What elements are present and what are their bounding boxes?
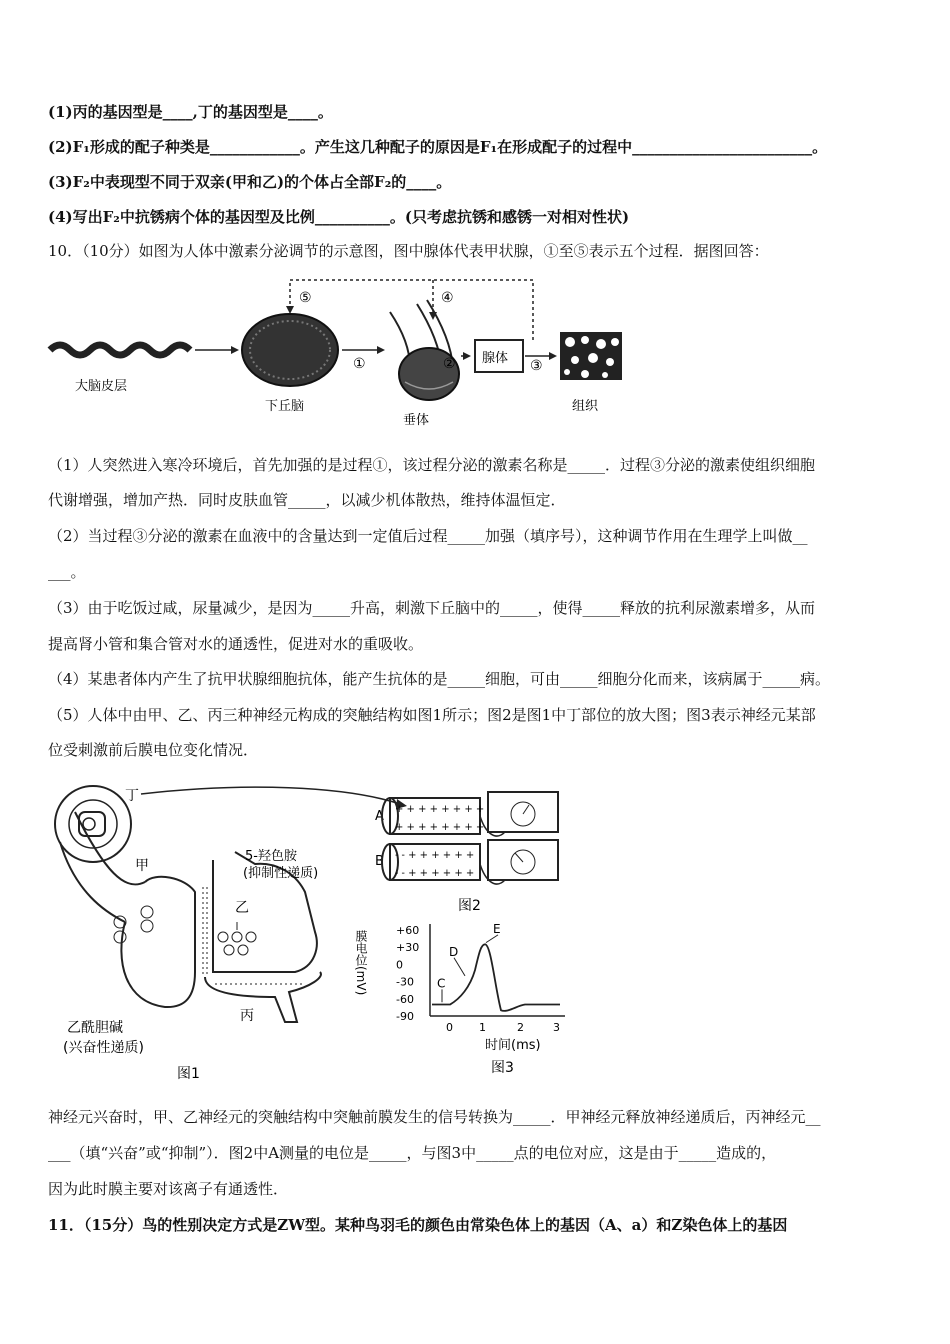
tissue-shape: [560, 332, 622, 380]
q10-s3-line2: 提高肾小管和集合管对水的通透性，促进对水的重吸收。: [48, 635, 424, 653]
q10-stem: 10．（10分）如图为人体中激素分泌调节的示意图，图中腺体代表甲状腺，①至⑤表示五个过程．据图回答：: [48, 242, 769, 260]
q10-s2-line1: （2）当过程③分泌的激素在血液中的含量达到一定值后过程_____加强（填序号），这种调节作用在生理学上叫做__: [48, 527, 808, 545]
ht-label-2: (抑制性递质): [243, 866, 319, 881]
gland-label: 腺体: [482, 351, 509, 366]
q10-s3-line1: （3）由于吃饭过咸，尿量减少，是因为_____升高，刺激下丘脑中的_____，使得_____释放的抗利尿激素增多，从而: [48, 599, 816, 617]
fig3-ylabel: 膜电位(mV): [354, 930, 368, 996]
q10-s2-line2: ___。: [48, 563, 86, 581]
hormone-regulation-diagram: [45, 272, 645, 442]
ach-label-2: (兴奋性递质): [63, 1040, 144, 1056]
q10-s5-line1: （5）人体中由甲、乙、丙三种神经元构成的突触结构如图1所示；图2是图1中丁部位的放大图；图3表示神经元某部: [48, 706, 816, 724]
fig3-ytick: -30: [396, 975, 414, 989]
fig3-ytick: +60: [396, 924, 420, 937]
svg-text:+ + + + + + + +: + + + + + + + +: [395, 804, 485, 815]
jia-label: 甲: [135, 858, 149, 874]
q10-t2: ___（填“兴奋”或“抑制”）．图2中A测量的电位是_____，与图3中_____点的电位对应，这是由于_____造成的，: [48, 1144, 777, 1162]
ach-label-1: 乙酰胆碱: [67, 1020, 123, 1036]
yi-label: 乙: [235, 900, 249, 916]
hypothalamus-label: 下丘脑: [265, 399, 305, 414]
q11-stem: 11．（15分）鸟的性别决定方式是ZW型。某种鸟羽毛的颜色由常染色体上的基因（A、a）和Z染色体上的基因: [48, 1216, 788, 1234]
fig3-point-label: C: [437, 976, 446, 991]
q10-s1-line2: 代谢增强，增加产热．同时皮肤血管_____，以减少机体散热，维持体温恒定．: [48, 491, 566, 509]
fig3-point-pointer: [486, 935, 498, 943]
fig3-ytick: -90: [396, 1010, 414, 1023]
hypothalamus-shape: [242, 314, 338, 386]
fig3-xlabel: 时间(ms): [485, 1038, 541, 1053]
step1-label: ①: [353, 356, 366, 372]
cerebral-cortex-shape: [50, 345, 190, 355]
q10-s1-line1: （1）人突然进入寒冷环境后，首先加强的是过程①，该过程分泌的激素名称是_____．过程③分泌的激素使组织细胞: [48, 456, 816, 474]
fig3-point-label: E: [493, 921, 501, 936]
fig2-b-label: B: [375, 854, 384, 869]
svg-text:- - + + + + + +: - - + + + + + +: [395, 850, 475, 861]
fig3-point-pointer: [454, 958, 465, 976]
fig3-xtick: 3: [553, 1021, 560, 1034]
step4-label: ④: [441, 290, 454, 306]
q10-t3: 因为此时膜主要对该离子有通透性．: [48, 1180, 289, 1198]
q9-part2: (2)F₁形成的配子种类是____________。产生这几种配子的原因是F₁在形成配子的过程中________________________。: [48, 138, 828, 156]
figure3: [354, 922, 565, 1076]
step5-label: ⑤: [299, 290, 312, 306]
fig3-ytick: +30: [396, 941, 420, 955]
fig3-xtick: 0: [446, 1021, 453, 1034]
svg-text:- - + + + + + +: - - + + + + + +: [395, 868, 475, 879]
fig1-caption: 图1: [177, 1066, 200, 1082]
synapse-figures: [45, 772, 605, 1082]
step3-label: ③: [530, 358, 543, 374]
svg-text:+ + + + + + + +: + + + + + + + +: [395, 822, 485, 833]
cortex-label: 大脑皮层: [75, 379, 128, 394]
q9-part4: (4)写出F₂中抗锈病个体的基因型及比例__________。(只考虑抗锈和感锈一对相对性状): [48, 208, 630, 226]
step2-label: ②: [443, 356, 456, 372]
fig3-xtick: 2: [517, 1021, 524, 1034]
tissue-label: 组织: [572, 399, 599, 414]
q9-part1: (1)丙的基因型是____,丁的基因型是____。: [48, 103, 333, 121]
ht-label-1: 5-羟色胺: [245, 849, 297, 864]
bing-label: 丙: [240, 1008, 254, 1024]
figure2: [375, 792, 558, 914]
fig3-ytick: -60: [396, 992, 414, 1006]
fig3-point-label: D: [449, 944, 459, 959]
q10-s4: （4）某患者体内产生了抗甲状腺细胞抗体，能产生抗体的是_____细胞，可由_____细胞分化而来，该病属于_____病。: [48, 670, 831, 688]
fig3-ytick: 0: [396, 958, 403, 972]
pituitary-label: 垂体: [403, 413, 430, 428]
ding-label: 丁: [125, 788, 139, 804]
fig3-xtick: 1: [479, 1021, 486, 1034]
q10-s5-line2: 位受刺激前后膜电位变化情况．: [48, 741, 259, 759]
q10-t1: 神经元兴奋时，甲、乙神经元的突触结构中突触前膜发生的信号转换为_____．甲神经元释放神经递质后，丙神经元__: [48, 1108, 821, 1126]
fig2-a-label: A: [375, 809, 384, 824]
fig3-caption: 图3: [491, 1060, 514, 1076]
fig2-caption: 图2: [458, 898, 481, 914]
q9-part3: (3)F₂中表现型不同于双亲(甲和乙)的个体占全部F₂的____。: [48, 173, 452, 191]
